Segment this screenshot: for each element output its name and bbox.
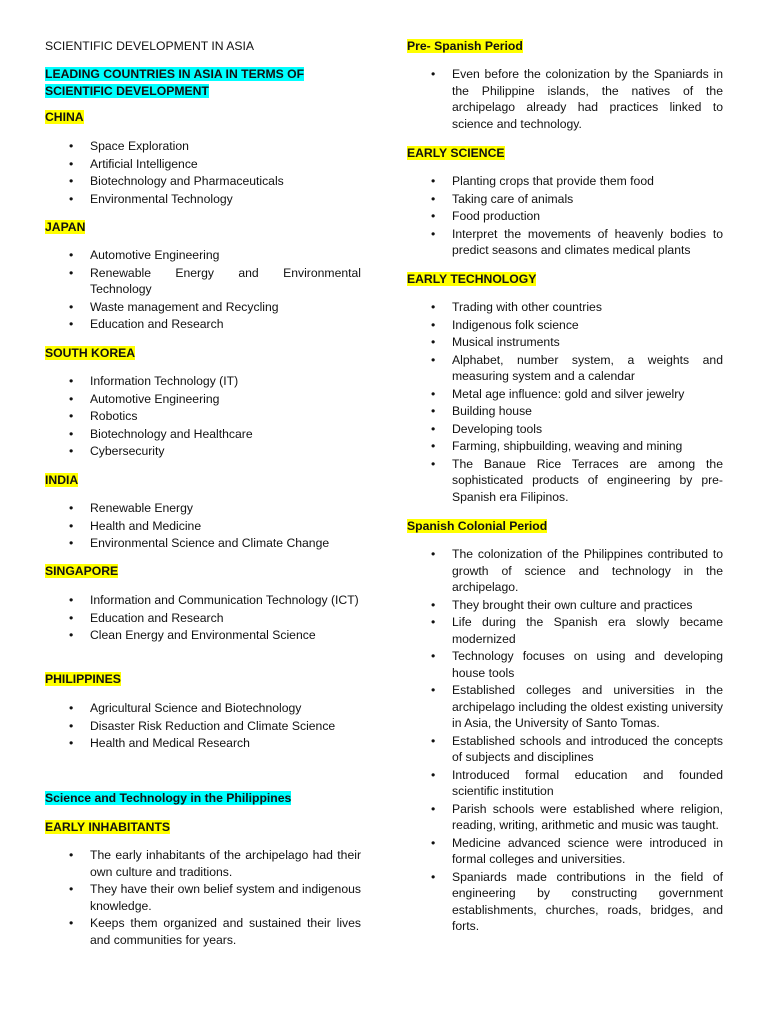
list-item: • Established colleges and universities in the archipelago including the oldest existing university in Asia, the University of Santo Tomas.: [407, 682, 723, 732]
singapore-list: [45, 592, 361, 645]
list-item: • Interpret the movements of heavenly bodies to predict seasons and climates medical plants: [407, 226, 723, 259]
list-item: • Waste management and Recycling: [45, 299, 361, 316]
list-item: • Indigenous folk science: [407, 317, 723, 334]
list-item: • Renewable Energy: [45, 500, 361, 517]
list-item: • Education and Research: [45, 610, 361, 627]
list-item: • Life during the Spanish era slowly became modernized: [407, 614, 723, 647]
leading-countries-heading-text: LEADING COUNTRIES IN ASIA IN TERMS OF SCIENTIFIC DEVELOPMENT: [45, 67, 305, 98]
pre-spanish-heading: Pre- Spanish Period: [407, 39, 523, 53]
list-item: • Alphabet, number system, a weights and measuring system and a calendar: [407, 352, 723, 385]
list-item: • Planting crops that provide them food: [407, 173, 723, 190]
list-item: • The Banaue Rice Terraces are among the sophisticated products of engineering by pre-Spanish era Filipinos.: [407, 456, 723, 506]
list-item: • The colonization of the Philippines contributed to growth of science and technology in the archipelago.: [407, 546, 723, 596]
list-item: • Artificial Intelligence: [45, 156, 361, 173]
list-item: • Trading with other countries: [407, 299, 723, 316]
singapore-heading: SINGAPORE: [45, 564, 119, 578]
spanish-colonial-list: [407, 546, 723, 936]
india-heading: INDIA: [45, 473, 79, 487]
list-item: • Renewable Energy and Environmental Technology: [45, 265, 361, 298]
china-heading: CHINA: [45, 110, 84, 124]
list-item: • Health and Medical Research: [45, 735, 361, 752]
philippines-list: [45, 700, 361, 753]
list-item: • Education and Research: [45, 316, 361, 333]
list-item: • The early inhabitants of the archipelago had their own culture and traditions.: [45, 847, 361, 880]
list-item: • Technology focuses on using and developing house tools: [407, 648, 723, 681]
list-item: • Food production: [407, 208, 723, 225]
leading-countries-heading: [45, 66, 361, 99]
list-item: • Disaster Risk Reduction and Climate Science: [45, 718, 361, 735]
south-korea-heading: SOUTH KOREA: [45, 346, 136, 360]
list-item: • They have their own belief system and indigenous knowledge.: [45, 881, 361, 914]
list-item: • Farming, shipbuilding, weaving and mining: [407, 438, 723, 455]
list-item: • They brought their own culture and practices: [407, 597, 723, 614]
philippines-heading: PHILIPPINES: [45, 672, 121, 686]
list-item: • Taking care of animals: [407, 191, 723, 208]
list-item: • Health and Medicine: [45, 518, 361, 535]
list-item: • Spaniards made contributions in the field of engineering by constructing government establishments, churches, roads, bridges, and forts.: [407, 869, 723, 935]
list-item: • Musical instruments: [407, 334, 723, 351]
spanish-colonial-heading: Spanish Colonial Period: [407, 519, 548, 533]
china-list: [45, 138, 361, 208]
list-item: • Information Technology (IT): [45, 373, 361, 390]
list-item: • Information and Communication Technology (ICT): [45, 592, 361, 609]
early-science-heading: EARLY SCIENCE: [407, 146, 505, 160]
list-item: • Parish schools were established where religion, reading, writing, arithmetic and music was taught.: [407, 801, 723, 834]
early-inhabitants-list: [45, 847, 361, 949]
list-item: • Developing tools: [407, 421, 723, 438]
list-item: • Automotive Engineering: [45, 391, 361, 408]
list-item: • Established schools and introduced the concepts of subjects and disciplines: [407, 733, 723, 766]
south-korea-list: [45, 373, 361, 461]
list-item: • Medicine advanced science were introduced in formal colleges and universities.: [407, 835, 723, 868]
pre-spanish-list: [407, 66, 723, 133]
list-item: • Introduced formal education and founded scientific institution: [407, 767, 723, 800]
early-technology-heading: EARLY TECHNOLOGY: [407, 272, 537, 286]
document-title: SCIENTIFIC DEVELOPMENT IN ASIA: [45, 39, 255, 53]
list-item: • Agricultural Science and Biotechnology: [45, 700, 361, 717]
list-item: • Space Exploration: [45, 138, 361, 155]
list-item: • Environmental Technology: [45, 191, 361, 208]
india-list: [45, 500, 361, 553]
snt-philippines-heading: Science and Technology in the Philippines: [45, 791, 292, 805]
list-item: • Environmental Science and Climate Change: [45, 535, 361, 552]
list-item: • Biotechnology and Pharmaceuticals: [45, 173, 361, 190]
japan-heading: JAPAN: [45, 220, 86, 234]
list-item: • Automotive Engineering: [45, 247, 361, 264]
list-item: • Biotechnology and Healthcare: [45, 426, 361, 443]
list-item: • Metal age influence: gold and silver jewelry: [407, 386, 723, 403]
list-item: • Clean Energy and Environmental Science: [45, 627, 361, 644]
early-science-list: [407, 173, 723, 260]
early-technology-list: [407, 299, 723, 506]
list-item: • Keeps them organized and sustained their lives and communities for years.: [45, 915, 361, 948]
list-item: • Even before the colonization by the Spaniards in the Philippine islands, the natives of the archipelago already had practices linked to science and technology.: [407, 66, 723, 132]
early-inhabitants-heading: EARLY INHABITANTS: [45, 820, 171, 834]
list-item: • Cybersecurity: [45, 443, 361, 460]
japan-list: [45, 247, 361, 334]
list-item: • Building house: [407, 403, 723, 420]
list-item: • Robotics: [45, 408, 361, 425]
